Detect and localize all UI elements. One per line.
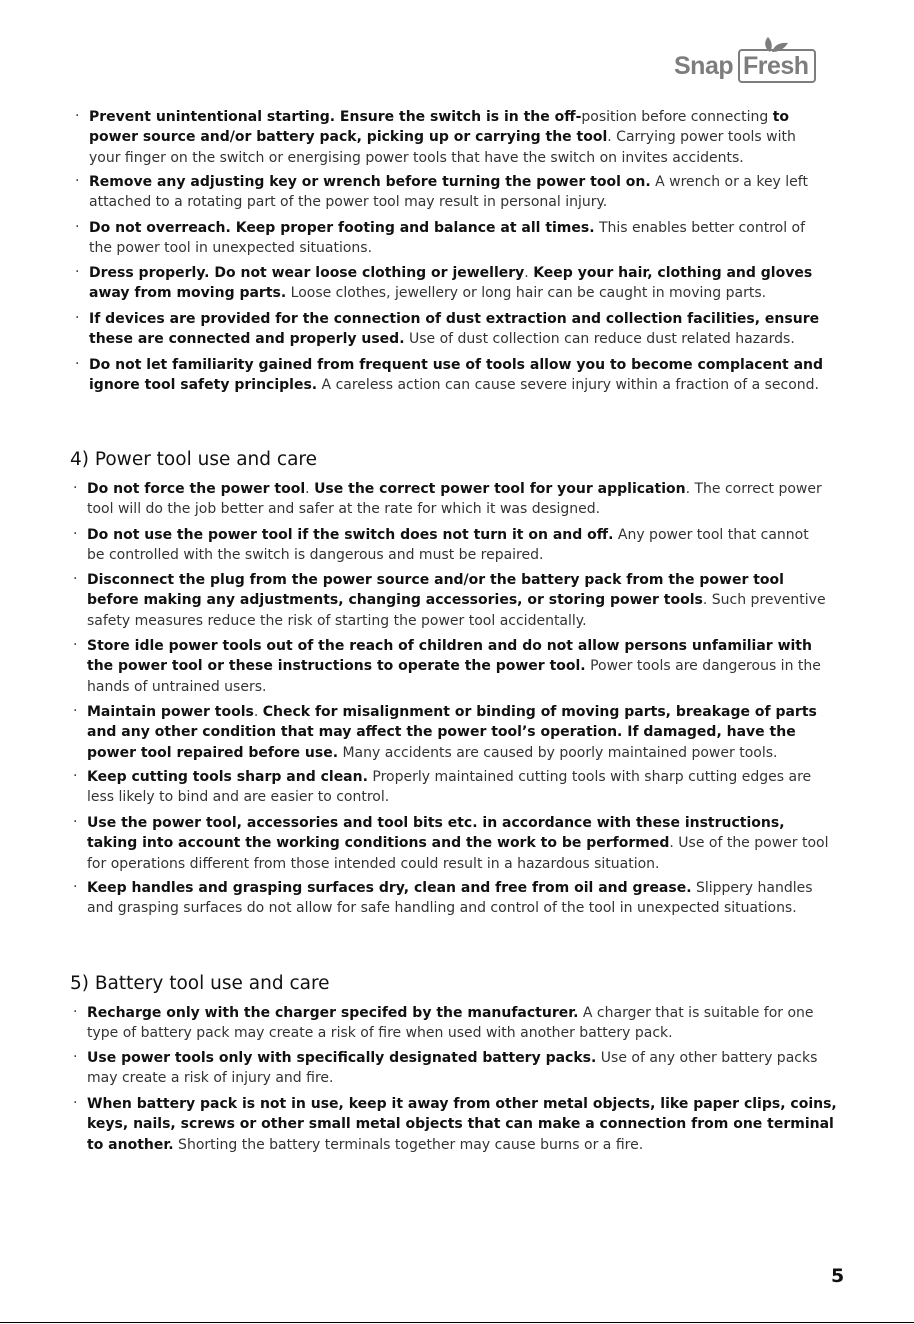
item-lead: Maintain power tools [87,704,254,720]
page-number: 5 [831,1265,845,1287]
item-lead: When battery pack is not in use, keep it away from other metal objects, like paper clips, coins, keys, nails, screws or other small metal objects that can make a connection from one terminal to another. [87,1096,837,1153]
item-text: A wrench or a key left attached to a rotating part of the power tool may result in personal injury. [89,174,808,211]
item-text: Power tools are dangerous in the hands of untrained users. [87,658,821,695]
snapfresh-logo [672,36,822,88]
item-text: Any power tool that cannot be controlled with the switch is dangerous and must be repaired. [87,527,809,564]
list-item [73,1003,829,1044]
item-lead: Prevent unintentional starting. Ensure the switch is in the off- [89,109,582,125]
list-item [73,813,829,874]
list-item [75,172,829,213]
item-text: Loose clothes, jewellery or long hair can be caught in moving parts. [286,285,767,302]
item-lead: Do not use the power tool if the switch does not turn it on and off. [87,527,614,543]
list-item [73,1094,839,1155]
bottom-rule [0,1322,914,1323]
item-lead: Remove any adjusting key or wrench before turning the power tool on. [89,174,651,190]
bullet-dot: · [73,768,78,784]
item-text: position before connecting [581,109,773,125]
list-item [73,878,829,919]
item-text: A charger that is suitable for one type of battery pack may create a risk of fire when used with another battery pack. [87,1005,814,1042]
item-lead: Use the power tool, accessories and tool bits etc. in accordance with these instructions, taking into account the working conditions and the work to be performed [87,815,785,852]
item-text: . Use of the power tool for operations different from those intended could result in a hazardous situation. [87,835,829,872]
item-text: Properly maintained cutting tools with sharp cutting edges are less likely to bind and are easier to control. [87,769,812,806]
list-item [73,525,829,566]
item-lead: Keep cutting tools sharp and clean. [87,769,368,785]
list-item [73,1048,829,1089]
leaf-icon [762,36,792,54]
list-item [75,263,829,304]
bullet-dot: · [75,173,80,189]
item-lead: Store idle power tools out of the reach of children and do not allow persons unfamiliar with the power tool or these instructions to operate the power tool. [87,638,812,675]
item-text: . [253,704,263,720]
item-lead: Use the correct power tool for your application [314,481,686,497]
item-lead: Disconnect the plug from the power source and/or the battery pack from the power tool before making any adjustments, changing accessories, or storing power tools [87,572,784,609]
list-item [75,218,829,259]
list-item [75,309,829,350]
list-item [73,570,829,631]
item-text: Many accidents are caused by poorly maintained power tools. [338,744,778,761]
list-item [73,479,829,520]
bullet-dot: · [73,637,78,653]
item-lead: Recharge only with the charger specifed by the manufacturer. [87,1005,579,1021]
item-lead: Check for misalignment or binding of moving parts, breakage of parts and any other condition that may affect the power tool’s operation. If damaged, have the power tool repaired before use. [87,704,817,761]
bullet-dot: · [73,1004,78,1020]
bullet-dot: · [73,571,78,587]
item-lead: Keep handles and grasping surfaces dry, clean and free from oil and grease. [87,880,692,896]
item-lead: If devices are provided for the connection of dust extraction and collection facilities, ensure these are connected and properly used. [89,311,820,348]
bullet-dot: · [73,1095,78,1111]
list-item [73,636,839,697]
list-item [75,107,829,168]
bullet-dot: · [75,310,80,326]
bullet-dot: · [75,356,80,372]
list-item [75,355,829,396]
item-text: . [305,481,315,497]
item-text: . The correct power tool will do the job better and safer at the rate for which it was designed. [87,481,822,518]
bullet-dot: · [73,879,78,895]
item-lead: Do not force the power tool [87,481,306,497]
bullet-dot: · [73,1049,78,1065]
item-lead: Do not let familiarity gained from frequent use of tools allow you to become complacent and ignore tool safety principles. [89,357,824,394]
bullet-dot: · [73,814,78,830]
item-lead: Do not overreach. Keep proper footing and balance at all times. [89,220,595,236]
item-text: Use of any other battery packs may create a risk of injury and fire. [87,1050,818,1087]
bullet-dot: · [75,108,80,124]
item-text: . [524,265,534,281]
list-item [73,767,829,808]
logo-fresh-text: Fresh [743,52,809,80]
item-lead: Use power tools only with specifically designated battery packs. [87,1050,597,1066]
bullet-dot: · [75,264,80,280]
item-text: This enables better control of the power tool in unexpected situations. [89,220,806,257]
section-heading-battery-tool-use: 5) Battery tool use and care [70,973,330,994]
item-lead: Dress properly. Do not wear loose clothing or jewellery [89,265,525,281]
item-text: Use of dust collection can reduce dust related hazards. [404,331,795,348]
bullet-dot: · [73,703,78,719]
item-lead: Keep your hair, clothing and gloves away from moving parts. [89,265,813,302]
bullet-dot: · [73,480,78,496]
item-text: A careless action can cause severe injury within a fraction of a second. [317,377,819,394]
item-text: . Carrying power tools with your finger on the switch or energising power tools that have the switch on invites accidents. [89,129,796,166]
bullet-dot: · [73,526,78,542]
logo-snap-text: Snap [674,52,734,80]
item-text: . Such preventive safety measures reduce the risk of starting the power tool accidentally. [87,592,826,629]
item-lead: to power source and/or battery pack, picking up or carrying the tool [89,109,790,146]
section-heading-power-tool-use: 4) Power tool use and care [70,449,317,470]
item-text: Shorting the battery terminals together may cause burns or a fire. [173,1136,644,1153]
bullet-dot: · [75,219,80,235]
list-item [73,702,829,763]
item-text: Slippery handles and grasping surfaces do not allow for safe handling and control of the tool in unexpected situations. [87,880,813,917]
